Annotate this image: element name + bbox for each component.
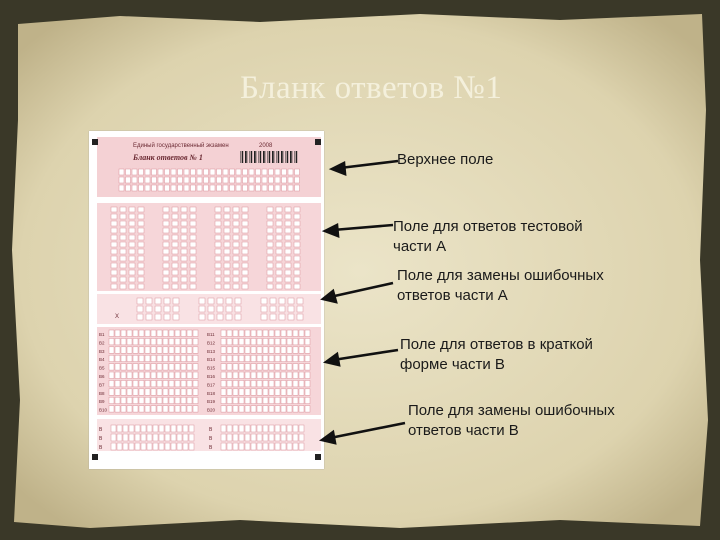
section-b-row-label: В2 <box>99 340 105 346</box>
replace-b-row-label: В <box>209 436 213 442</box>
label-line: части А <box>393 238 447 255</box>
replace-b-row-label: В <box>99 436 103 442</box>
label-line: Поле для замены ошибочных <box>397 267 604 284</box>
label-line: Поле для ответов тестовой <box>393 218 583 235</box>
label-line: Поле для замены ошибочных <box>408 402 615 419</box>
replace-b-row-label: В <box>99 445 103 451</box>
label-replace-a <box>397 266 604 306</box>
slide-title: Бланк ответов №1 <box>240 70 503 106</box>
replace-b-row-label: В <box>209 445 213 451</box>
section-b-row-label: В1 <box>99 332 105 337</box>
form-year: 2008 <box>259 143 273 149</box>
section-b-row-label: В20 <box>207 407 216 413</box>
label-line: ответов части А <box>397 287 508 304</box>
form-title-text: Бланк ответов № 1 <box>133 153 203 162</box>
replace-b-row-label: В <box>99 427 103 433</box>
section-b-row-label: В13 <box>207 348 216 354</box>
section-b-row-label: В10 <box>99 407 108 413</box>
section-b-row-label: В3 <box>99 348 105 354</box>
section-b-row-label: В8 <box>99 390 105 396</box>
section-b-row-label: В16 <box>207 374 216 379</box>
label-short-part-b <box>400 335 593 375</box>
section-b-row-label: В14 <box>207 357 216 363</box>
section-b-row-label: В19 <box>207 399 216 405</box>
label-line: форме части В <box>400 356 505 373</box>
label-test-part-a <box>393 217 583 257</box>
label-line: Поле для ответов в краткой <box>400 336 593 353</box>
section-b-row-label: В15 <box>207 365 216 371</box>
label-replace-b <box>408 401 615 441</box>
label-top-field <box>397 150 493 170</box>
section-b-row-label: В5 <box>99 365 105 371</box>
section-b-row-label: В12 <box>207 340 216 346</box>
label-line: ответов части В <box>408 422 519 439</box>
section-b-row-label: В4 <box>99 357 105 363</box>
section-b-row-label: В18 <box>207 390 216 396</box>
section-b-row-label: В9 <box>99 399 105 405</box>
section-b-row-label: В17 <box>207 382 216 388</box>
label-line: Верхнее поле <box>397 151 494 168</box>
section-b-row-label: В6 <box>99 374 105 379</box>
mark-letter: Х <box>115 314 120 320</box>
section-b-row-label: В11 <box>207 332 215 337</box>
form-header-text: Единый государственный экзамен <box>133 143 229 149</box>
section-b-row-label: В7 <box>99 382 105 388</box>
replace-b-row-label: В <box>209 427 213 433</box>
